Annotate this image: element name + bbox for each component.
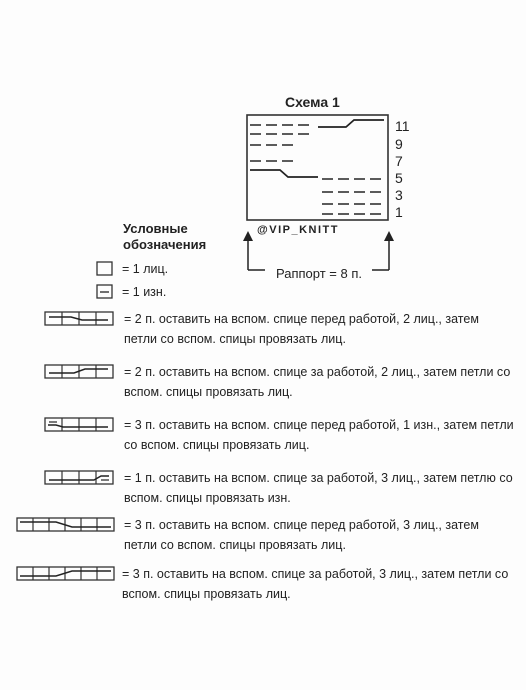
knit-symbol xyxy=(96,261,114,277)
legend-text-cable-2-2-back: = 2 п. оставить на вспом. спице за работой, 2 лиц., затем петли со вспом. спицы провязать лиц. xyxy=(124,365,511,399)
cable-3-3-back-symbol xyxy=(16,566,116,583)
chart-title: Схема 1 xyxy=(285,94,340,110)
row-number: 9 xyxy=(395,136,403,152)
cable-3-3-front-symbol xyxy=(16,517,116,534)
cable-1-3-back-purl-symbol xyxy=(44,470,116,487)
legend-text-cable-3-3-back: = 3 п. оставить на вспом. спице за работой, 3 лиц., затем петли со вспом. спицы провязать лиц. xyxy=(122,567,509,601)
row-number: 7 xyxy=(395,153,403,169)
cable-3-1-front-purl-symbol xyxy=(44,417,116,434)
row-number: 5 xyxy=(395,170,403,186)
repeat-label: Раппорт = 8 п. xyxy=(276,266,362,281)
chart-grid xyxy=(246,114,392,224)
watermark: @VIP_KNITT xyxy=(257,224,339,236)
purl-symbol xyxy=(96,284,114,300)
legend-text-purl: = 1 изн. xyxy=(122,285,167,299)
row-number: 11 xyxy=(395,118,410,134)
cable-2-2-front-symbol xyxy=(44,311,116,328)
legend-text-cable-2-2-front: = 2 п. оставить на вспом. спице перед работой, 2 лиц., затем петли со вспом. спицы провязать лиц. xyxy=(124,312,479,346)
legend-title xyxy=(123,221,206,253)
row-number: 1 xyxy=(395,204,403,220)
legend-text-cable-3-3-front: = 3 п. оставить на вспом. спице перед работой, 3 лиц., затем петли со вспом. спицы провязать лиц. xyxy=(124,518,479,552)
legend-text-knit: = 1 лиц. xyxy=(122,262,169,276)
legend-text-cable-3-1-front-purl: = 3 п. оставить на вспом. спице перед работой, 1 изн., затем петли со вспом. спицы провязать лиц. xyxy=(124,418,514,452)
cable-2-2-back-symbol xyxy=(44,364,116,381)
legend-title-line1: Условные xyxy=(123,221,188,236)
legend-text-cable-1-3-back-purl: = 1 п. оставить на вспом. спице за работой, 3 лиц., затем петлю со вспом. спицы провязать изн. xyxy=(124,471,513,505)
legend-title-line2: обозначения xyxy=(123,237,207,252)
row-number: 3 xyxy=(395,187,403,203)
